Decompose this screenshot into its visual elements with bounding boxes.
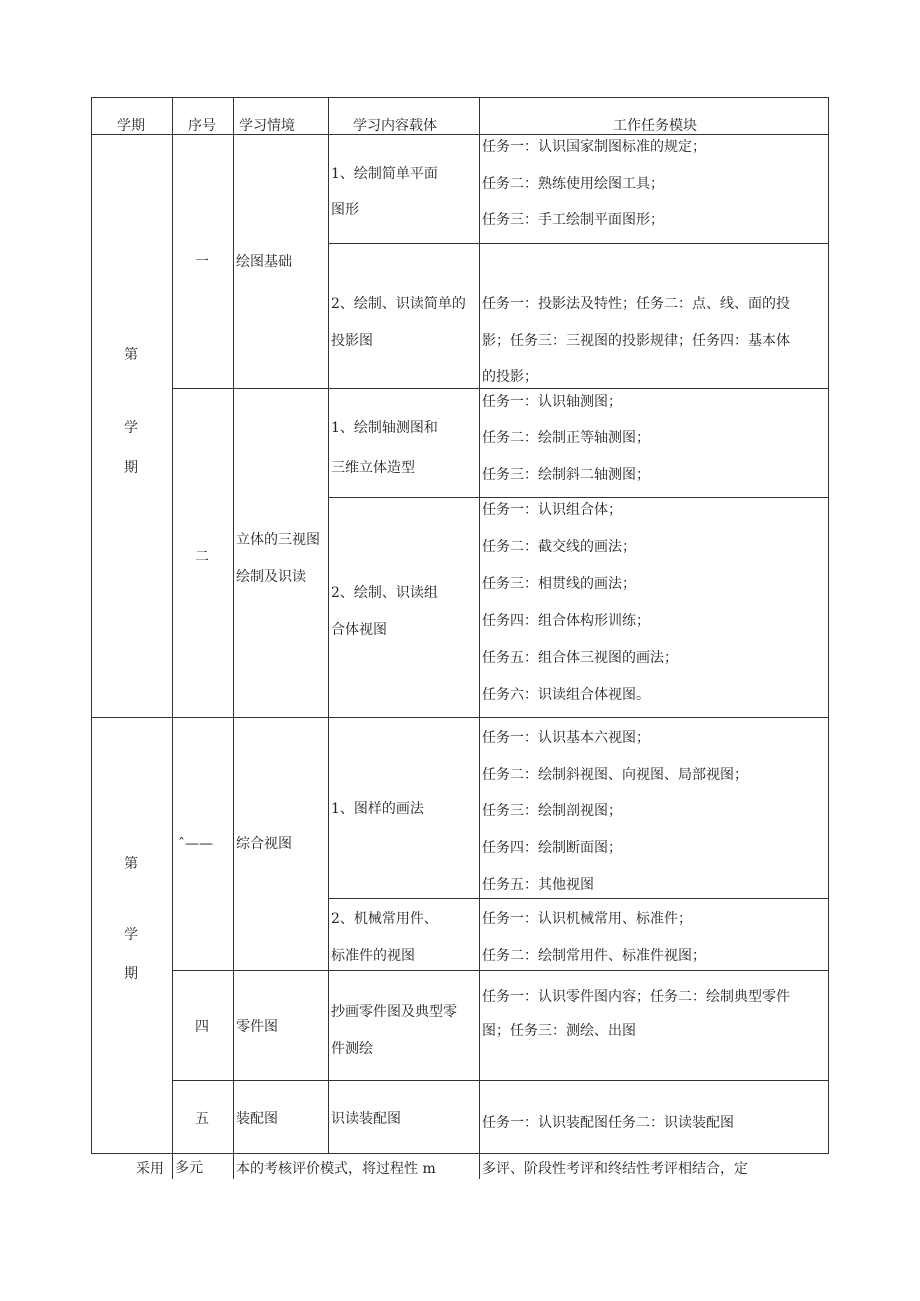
task-line: 任务一：认识机械常用、标准件；	[482, 911, 692, 927]
task-line: 图；任务三：测绘、出图	[482, 1023, 636, 1039]
task-line: 影；任务三：三视图的投影规律；任务四：基本体	[482, 333, 790, 349]
carrier-line: 识读装配图	[331, 1111, 401, 1127]
task-line: 任务三：绘制剖视图；	[482, 803, 622, 819]
header-modules: 工作任务模块	[613, 118, 697, 134]
task-line: 任务二：绘制正等轴测图；	[482, 430, 650, 446]
footer-text: 采用	[136, 1161, 164, 1177]
grid-line	[172, 97, 173, 1179]
unit-seq: ˆ——	[178, 836, 213, 852]
grid-line	[91, 717, 829, 718]
footer-text: 本的考核评价模式，将过程性 m	[236, 1161, 436, 1177]
carrier-line: 1、绘制轴测图和	[331, 420, 438, 436]
task-line: 任务二：熟练使用绘图工具；	[482, 176, 664, 192]
grid-line	[328, 497, 829, 498]
semester-char: 第	[124, 856, 138, 872]
task-line: 任务五：组合体三视图的画法；	[482, 650, 678, 666]
grid-line	[91, 97, 92, 1154]
task-line: 任务四：组合体构形训练；	[482, 613, 650, 629]
task-line: 任务三：绘制斜二轴测图；	[482, 467, 650, 483]
carrier-line: 三维立体造型	[331, 460, 415, 476]
header-seq: 序号	[188, 118, 216, 134]
task-line: 的投影；	[482, 369, 538, 385]
unit-context: 绘图基础	[236, 254, 292, 270]
grid-line	[328, 97, 329, 1154]
grid-line	[91, 97, 829, 98]
task-line: 任务一：认识组合体；	[482, 502, 622, 518]
task-line: 任务一：认识基本六视图；	[482, 730, 650, 746]
semester-char: 期	[124, 460, 138, 476]
task-line: 任务一：认识装配图任务二：识读装配图	[482, 1115, 734, 1131]
grid-line	[233, 97, 234, 1179]
unit-context: 绘制及识读	[236, 569, 306, 585]
carrier-line: 件测绘	[331, 1041, 373, 1057]
unit-context: 综合视图	[236, 836, 292, 852]
header-carrier: 学习内容载体	[353, 118, 437, 134]
task-line: 任务三：相贯线的画法；	[482, 576, 636, 592]
semester-char: 学	[124, 927, 138, 943]
carrier-line: 合体视图	[331, 622, 387, 638]
task-line: 任务二：绘制常用件、标准件视图；	[482, 948, 706, 964]
task-line: 任务二：截交线的画法；	[482, 539, 636, 555]
grid-line	[172, 1080, 829, 1081]
carrier-line: 图形	[331, 202, 359, 218]
grid-line	[828, 97, 829, 1154]
footer-text: 多元	[175, 1160, 203, 1176]
unit-seq: 一	[195, 254, 209, 270]
grid-line	[328, 898, 829, 899]
task-line: 任务四：绘制断面图；	[482, 840, 622, 856]
footer-text: 多评、阶段性考评和终结性考评相结合，定	[482, 1161, 748, 1177]
grid-line	[172, 388, 829, 389]
task-line: 任务六：识读组合体视图。	[482, 687, 650, 703]
carrier-line: 1、绘制简单平面	[331, 166, 438, 182]
carrier-line: 投影图	[331, 333, 373, 349]
carrier-line: 2、绘制、识读组	[331, 585, 438, 601]
header-semester: 学期	[117, 118, 145, 134]
grid-line	[172, 970, 829, 971]
grid-line	[328, 243, 829, 244]
task-line: 任务三：手工绘制平面图形；	[482, 212, 664, 228]
header-context: 学习情境	[239, 118, 295, 134]
carrier-line: 1、图样的画法	[331, 801, 424, 817]
semester-char: 学	[124, 420, 138, 436]
task-line: 任务一：投影法及特性；任务二：点、线、面的投	[482, 296, 790, 312]
task-line: 任务一：认识轴测图；	[482, 394, 622, 410]
unit-context: 立体的三视图	[236, 532, 320, 548]
unit-seq: 二	[195, 549, 209, 565]
task-line: 任务五：其他视图	[482, 877, 594, 893]
grid-line	[479, 97, 480, 1179]
unit-seq: 五	[195, 1111, 209, 1127]
carrier-line: 2、机械常用件、	[331, 911, 438, 927]
carrier-line: 2、绘制、识读简单的	[331, 296, 466, 312]
unit-seq: 四	[195, 1019, 209, 1035]
unit-context: 零件图	[236, 1019, 278, 1035]
task-line: 任务一：认识零件图内容；任务二：绘制典型零件	[482, 989, 790, 1005]
carrier-line: 抄画零件图及典型零	[331, 1004, 457, 1020]
carrier-line: 标准件的视图	[331, 948, 415, 964]
task-line: 任务二：绘制斜视图、向视图、局部视图；	[482, 767, 748, 783]
semester-char: 第	[124, 347, 138, 363]
semester-char: 期	[124, 966, 138, 982]
grid-line	[91, 1153, 829, 1154]
unit-context: 装配图	[236, 1111, 278, 1127]
task-line: 任务一：认识国家制图标准的规定；	[482, 139, 706, 155]
